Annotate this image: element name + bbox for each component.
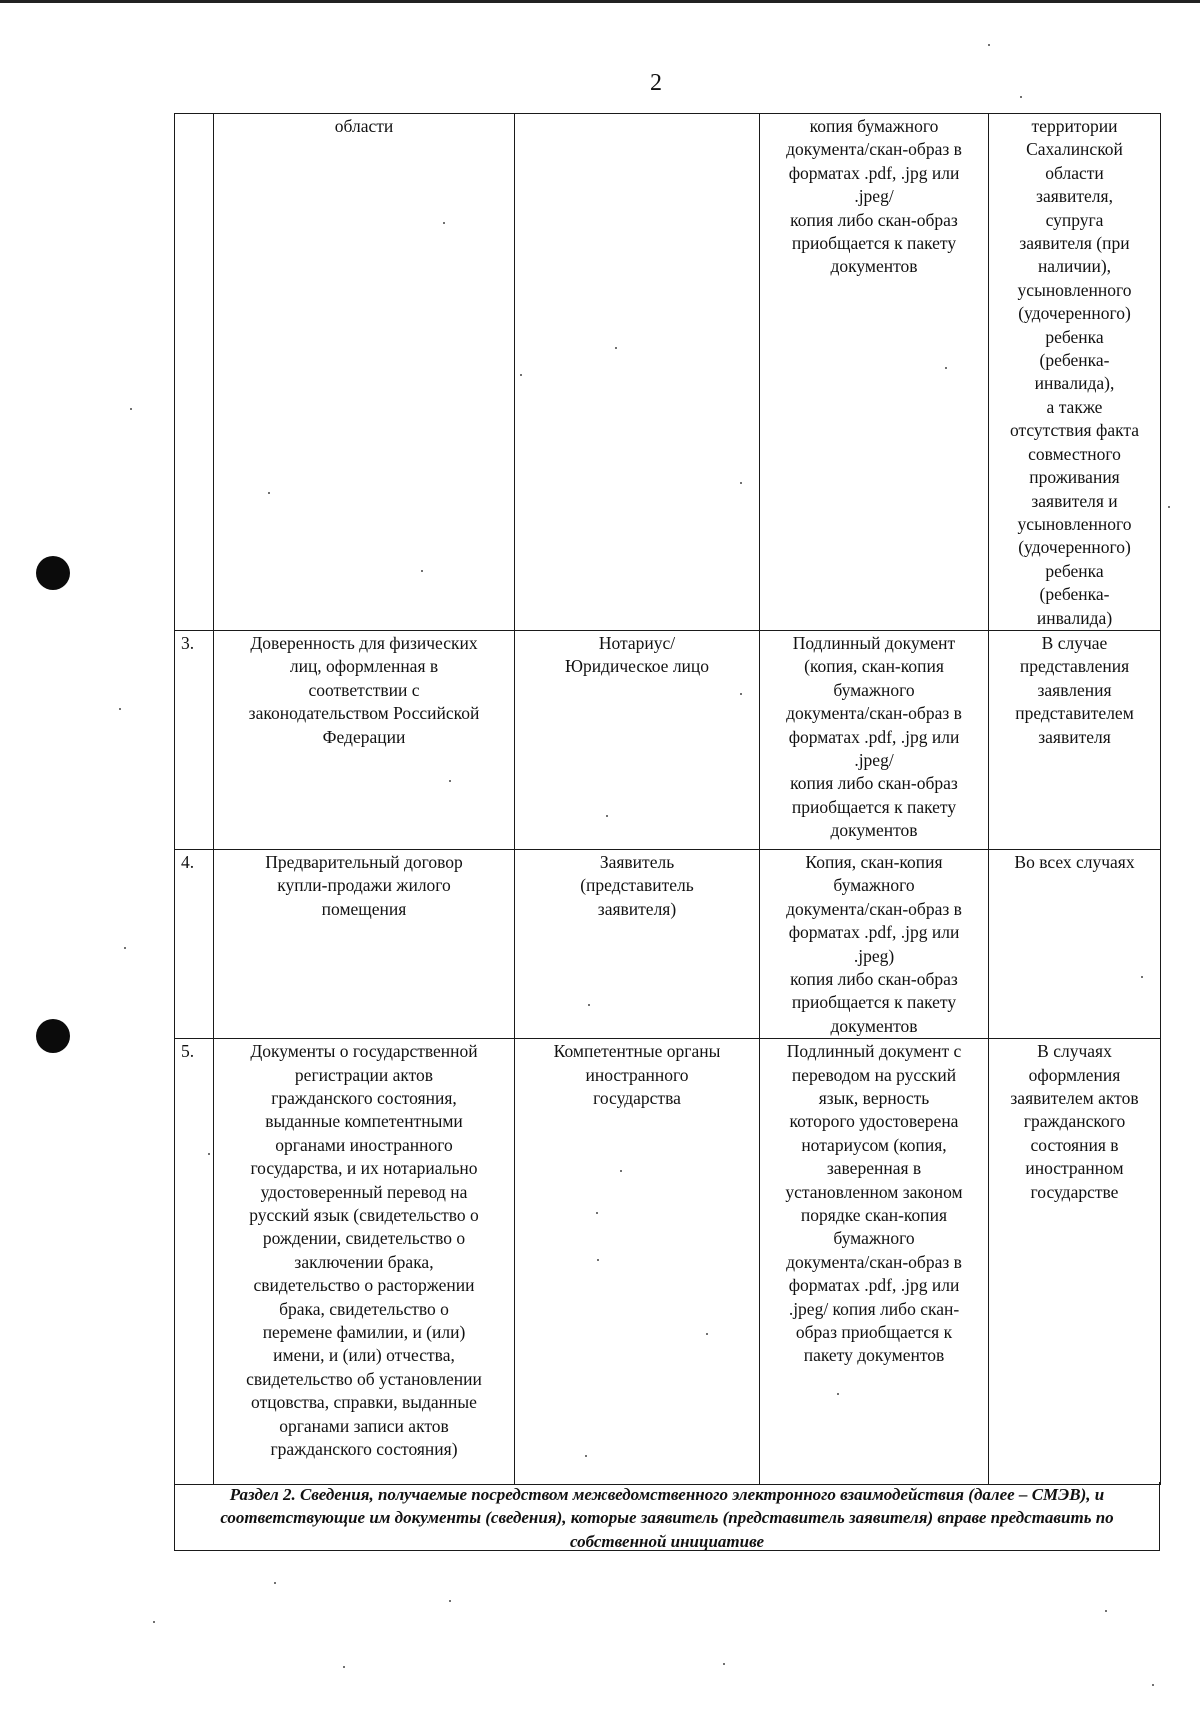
scan-speck — [268, 492, 270, 494]
issuer-cell: Нотариус/ Юридическое лицо — [515, 630, 760, 849]
scan-speck — [585, 1455, 587, 1457]
scan-speck — [606, 815, 608, 817]
document-form-cell: Подлинный документ (копия, скан-копия бумажного документа/скан-образ в форматах .pdf, .jpg или .jpeg/ копия либо скан-образ приобщается к пакету документов — [760, 630, 989, 849]
row-number: 3. — [175, 630, 214, 849]
table-row — [175, 114, 1161, 631]
scan-speck — [1020, 96, 1022, 98]
scan-speck — [1152, 1684, 1154, 1686]
documents-table — [174, 113, 1161, 1485]
scan-speck — [421, 570, 423, 572]
table-row — [175, 849, 1161, 1038]
scan-speck — [153, 1621, 155, 1623]
scan-speck — [124, 947, 126, 949]
scan-speck — [208, 1153, 210, 1155]
document-name-cell: Документы о государственной регистрации актов гражданского состояния, выданные компетентными органами иностранного государства, и их нотариально удостоверенный перевод на русский язык (свидетельство о рождении, свидетельство о заключении брака, свидетельство о расторжении брака, свидетельство о перемене фамилии, и (или) имени, и (или) отчества, свидетельство об установлении отцовства, справки, выданные органами записи актов гражданского состояния) — [214, 1039, 515, 1485]
section-2-heading: Раздел 2. Сведения, получаемые посредством межведомственного электронного взаимодействия (далее – СМЭВ), и соответствующие им документы (сведения), которые заявитель (представитель заявителя) вправе представить по собственной инициативе — [174, 1482, 1160, 1551]
scan-speck — [1141, 976, 1143, 978]
scan-speck — [588, 1004, 590, 1006]
scan-speck — [1168, 506, 1170, 508]
scan-speck — [723, 1663, 725, 1665]
scan-speck — [443, 222, 445, 224]
scan-speck — [1105, 1610, 1107, 1612]
row-number: 4. — [175, 849, 214, 1038]
scan-speck — [706, 1333, 708, 1335]
scan-speck — [945, 367, 947, 369]
punch-hole-bottom — [36, 1019, 70, 1053]
scan-speck — [597, 1259, 599, 1261]
scan-speck — [740, 693, 742, 695]
scan-speck — [343, 1666, 345, 1668]
scan-speck — [837, 1393, 839, 1395]
scan-speck — [130, 408, 132, 410]
issuer-cell: Компетентные органы иностранного государства — [515, 1039, 760, 1485]
document-name-cell: Доверенность для физических лиц, оформленная в соответствии с законодательством Российской Федерации — [214, 630, 515, 849]
condition-cell: Во всех случаях — [989, 849, 1161, 1038]
table-row — [175, 1039, 1161, 1485]
scan-speck — [615, 347, 617, 349]
scan-speck — [449, 780, 451, 782]
condition-cell: В случае представления заявления представителем заявителя — [989, 630, 1161, 849]
document-name-cell: Предварительный договор купли-продажи жилого помещения — [214, 849, 515, 1038]
row-number: 5. — [175, 1039, 214, 1485]
table-row — [175, 630, 1161, 849]
document-name-cell: области — [214, 114, 515, 631]
punch-hole-top — [36, 556, 70, 590]
scan-speck — [449, 1600, 451, 1602]
scan-top-edge — [0, 0, 1200, 3]
scan-speck — [119, 708, 121, 710]
document-form-cell: Копия, скан-копия бумажного документа/скан-образ в форматах .pdf, .jpg или .jpeg) копия либо скан-образ приобщается к пакету документов — [760, 849, 989, 1038]
issuer-cell: Заявитель (представитель заявителя) — [515, 849, 760, 1038]
row-number — [175, 114, 214, 631]
issuer-cell — [515, 114, 760, 631]
scan-speck — [274, 1582, 276, 1584]
page-number: 2 — [650, 70, 662, 96]
scan-speck — [988, 44, 990, 46]
condition-cell: территории Сахалинской области заявителя, супруга заявителя (при наличии), усыновленного (удочеренного) ребенка (ребенка- инвалида), а также отсутствия факта совместного проживания заявителя и усыновленного (удочеренного) ребенка (ребенка- инвалида) — [989, 114, 1161, 631]
scan-speck — [740, 482, 742, 484]
document-form-cell: Подлинный документ с переводом на русский язык, верность которого удостоверена нотариусом (копия, заверенная в установленном законом порядке скан-копия бумажного документа/скан-образ в форматах .pdf, .jpg или .jpeg/ копия либо скан- образ приобщается к пакету документов — [760, 1039, 989, 1485]
scan-speck — [520, 374, 522, 376]
scan-speck — [596, 1212, 598, 1214]
document-form-cell: копия бумажного документа/скан-образ в форматах .pdf, .jpg или .jpeg/ копия либо скан-образ приобщается к пакету документов — [760, 114, 989, 631]
condition-cell: В случаях оформления заявителем актов гражданского состояния в иностранном государстве — [989, 1039, 1161, 1485]
scan-speck — [620, 1170, 622, 1172]
